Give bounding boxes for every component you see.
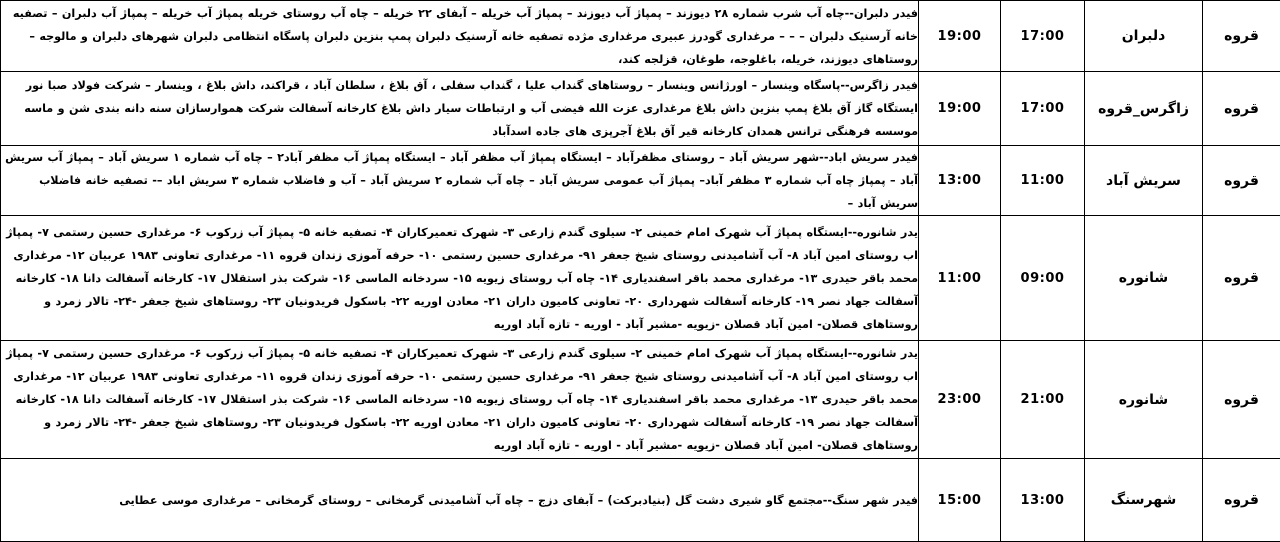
feeder-cell: سریش آباد (1085, 146, 1203, 216)
city-cell: قروه (1203, 146, 1280, 216)
end-time-cell: 11:00 (919, 216, 1001, 341)
city-cell: قروه (1203, 216, 1280, 341)
start-time-cell: 21:00 (1001, 341, 1085, 459)
affected-areas-cell: فیدر زاگرس--پاسگاه وینسار – اورژانس وینسار – روستاهای گنداب علیا ، گنداب سفلی ، آق بلاغ ، سلطان آباد ، قراکند، داش بلاغ ، وینسار – شرکت فولاد صبا نور ایستگاه گاز آق بلاغ پمپ بنزین داش بلاغ مرغداری عزت الله فیضی آب و ارتباطات سیار داش بلاغ کارخانه آسفالت شرکت هموارسازان سنه دانه بندی شن و ماسه موسسه فرهنگی ترانس همدان کارخانه قیر آق بلاغ آجرپزی های جاده اسدآباد (1, 72, 919, 146)
end-time-cell: 13:00 (919, 146, 1001, 216)
feeder-cell: شانوره (1085, 341, 1203, 459)
city-cell: قروه (1203, 1, 1280, 72)
city-cell: قروه (1203, 341, 1280, 459)
affected-areas-cell: یدر شانوره--ایستگاه پمپاژ آب شهرک امام خمینی ۲- سیلوی گندم زارعی ۳- شهرک تعمیرکاران ۴- تصفیه خانه ۵- پمپاژ آب زرکوب ۶- مرغداری حسین رستمی ۷- پمپاژ اب روستای امین آباد ۸- آب آشامیدنی روستای شیخ جعفر ۹۱- مرغداری حسین رستمی ۱۰- حرفه آموزی زندان قروه ۱۱- مرغداری تعاونی ۱۹۸۳ عربیان ۱۲- مرغداری محمد باقر حیدری ۱۳- مرغداری محمد باقر اسفندیاری ۱۴- چاه آب روستای زیویه ۱۵- سردخانه الماسی ۱۶- شرکت بذر استقلال ۱۷- کارخانه آسفالت دانا ۱۸- کارخانه آسفالت جهاد نصر ۱۹- کارخانه آسفالت شهرداری ۲۰- تعاونی کامیون داران ۲۱- معادن اوریه ۲۲- باسکول فریدونیان ۲۳- روستاهای شیخ جعفر -۲۴- تالار زمرد و روستاهای قصلان- امین آباد قصلان -زیویه -مشیر آباد - اوریه - تازه آباد اوریه (1, 341, 919, 459)
table-row (1, 216, 1280, 341)
affected-areas-cell: فیدر سریش اباد--شهر سریش آباد – روستای مظفرآباد – ایستگاه پمپاژ آب مظفر آباد – ایستگاه پمپاژ آب مظفر آباد۲ – چاه آب شماره ۱ سریش آباد – پمپاژ آب سریش آباد – پمپاژ چاه آب شماره ۳ مظفر آباد– پمپاژ آب عمومی سریش آباد – چاه آب شماره ۲ سریش آباد – آب و فاضلاب شماره ۳ سریش اباد –- تصفیه خانه فاضلاب سریش آباد – (1, 146, 919, 216)
table-row (1, 341, 1280, 459)
end-time-cell: 19:00 (919, 1, 1001, 72)
end-time-cell: 23:00 (919, 341, 1001, 459)
feeder-cell: زاگرس_قروه (1085, 72, 1203, 146)
end-time-cell: 15:00 (919, 459, 1001, 542)
table-row (1, 1, 1280, 72)
feeder-cell: شانوره (1085, 216, 1203, 341)
table-row (1, 72, 1280, 146)
feeder-cell: دلبران (1085, 1, 1203, 72)
feeder-cell: شهرسنگ (1085, 459, 1203, 542)
start-time-cell: 17:00 (1001, 1, 1085, 72)
city-cell: قروه (1203, 459, 1280, 542)
table-row (1, 146, 1280, 216)
affected-areas-cell: یدر شانوره--ایستگاه پمپاژ آب شهرک امام خمینی ۲- سیلوی گندم زارعی ۳- شهرک تعمیرکاران ۴- تصفیه خانه ۵- پمپاژ آب زرکوب ۶- مرغداری حسین رستمی ۷- پمپاژ اب روستای امین آباد ۸- آب آشامیدنی روستای شیخ جعفر ۹۱- مرغداری حسین رستمی ۱۰- حرفه آموزی زندان قروه ۱۱- مرغداری تعاونی ۱۹۸۳ عربیان ۱۲- مرغداری محمد باقر حیدری ۱۳- مرغداری محمد باقر اسفندیاری ۱۴- چاه آب روستای زیویه ۱۵- سردخانه الماسی ۱۶- شرکت بذر استقلال ۱۷- کارخانه آسفالت دانا ۱۸- کارخانه آسفالت جهاد نصر ۱۹- کارخانه آسفالت شهرداری ۲۰- تعاونی کامیون داران ۲۱- معادن اوریه ۲۲- باسکول فریدونیان ۲۳- روستاهای شیخ جعفر -۲۴- تالار زمرد و روستاهای قصلان- امین آباد قصلان -زیویه -مشیر آباد - اوریه - تازه آباد اوریه (1, 216, 919, 341)
end-time-cell: 19:00 (919, 72, 1001, 146)
start-time-cell: 13:00 (1001, 459, 1085, 542)
start-time-cell: 09:00 (1001, 216, 1085, 341)
city-cell: قروه (1203, 72, 1280, 146)
start-time-cell: 11:00 (1001, 146, 1085, 216)
affected-areas-cell: فیدر شهر سنگ--مجتمع گاو شیری دشت گل (بنیادبرکت) – آبفای دزج – چاه آب آشامیدنی گرمخانی – روستای گرمخانی – مرغداری موسی عطایی (1, 459, 919, 542)
start-time-cell: 17:00 (1001, 72, 1085, 146)
table-row (1, 459, 1280, 542)
affected-areas-cell: فیدر دلبران--چاه آب شرب شماره ۲۸ دیوزند – پمپاژ آب دیوزند – پمپاژ آب خریله – آبفای ۲۲ خریله – چاه آب روستای خریله پمپاژ آب خریله – پمپاژ آب دلبران – تصفیه خانه آرسنیک دلبران – – – مرغداری گودرز عبیری مرغداری مژده تصفیه خانه آرسنیک دلبران پمپ بنزین دلبران پاسگاه انتظامی دلبران شهرهای دلبران و مالوجه – روستاهای دیوزند، خریله، باغلوجه، طوغان، قزلجه کند، (1, 1, 919, 72)
